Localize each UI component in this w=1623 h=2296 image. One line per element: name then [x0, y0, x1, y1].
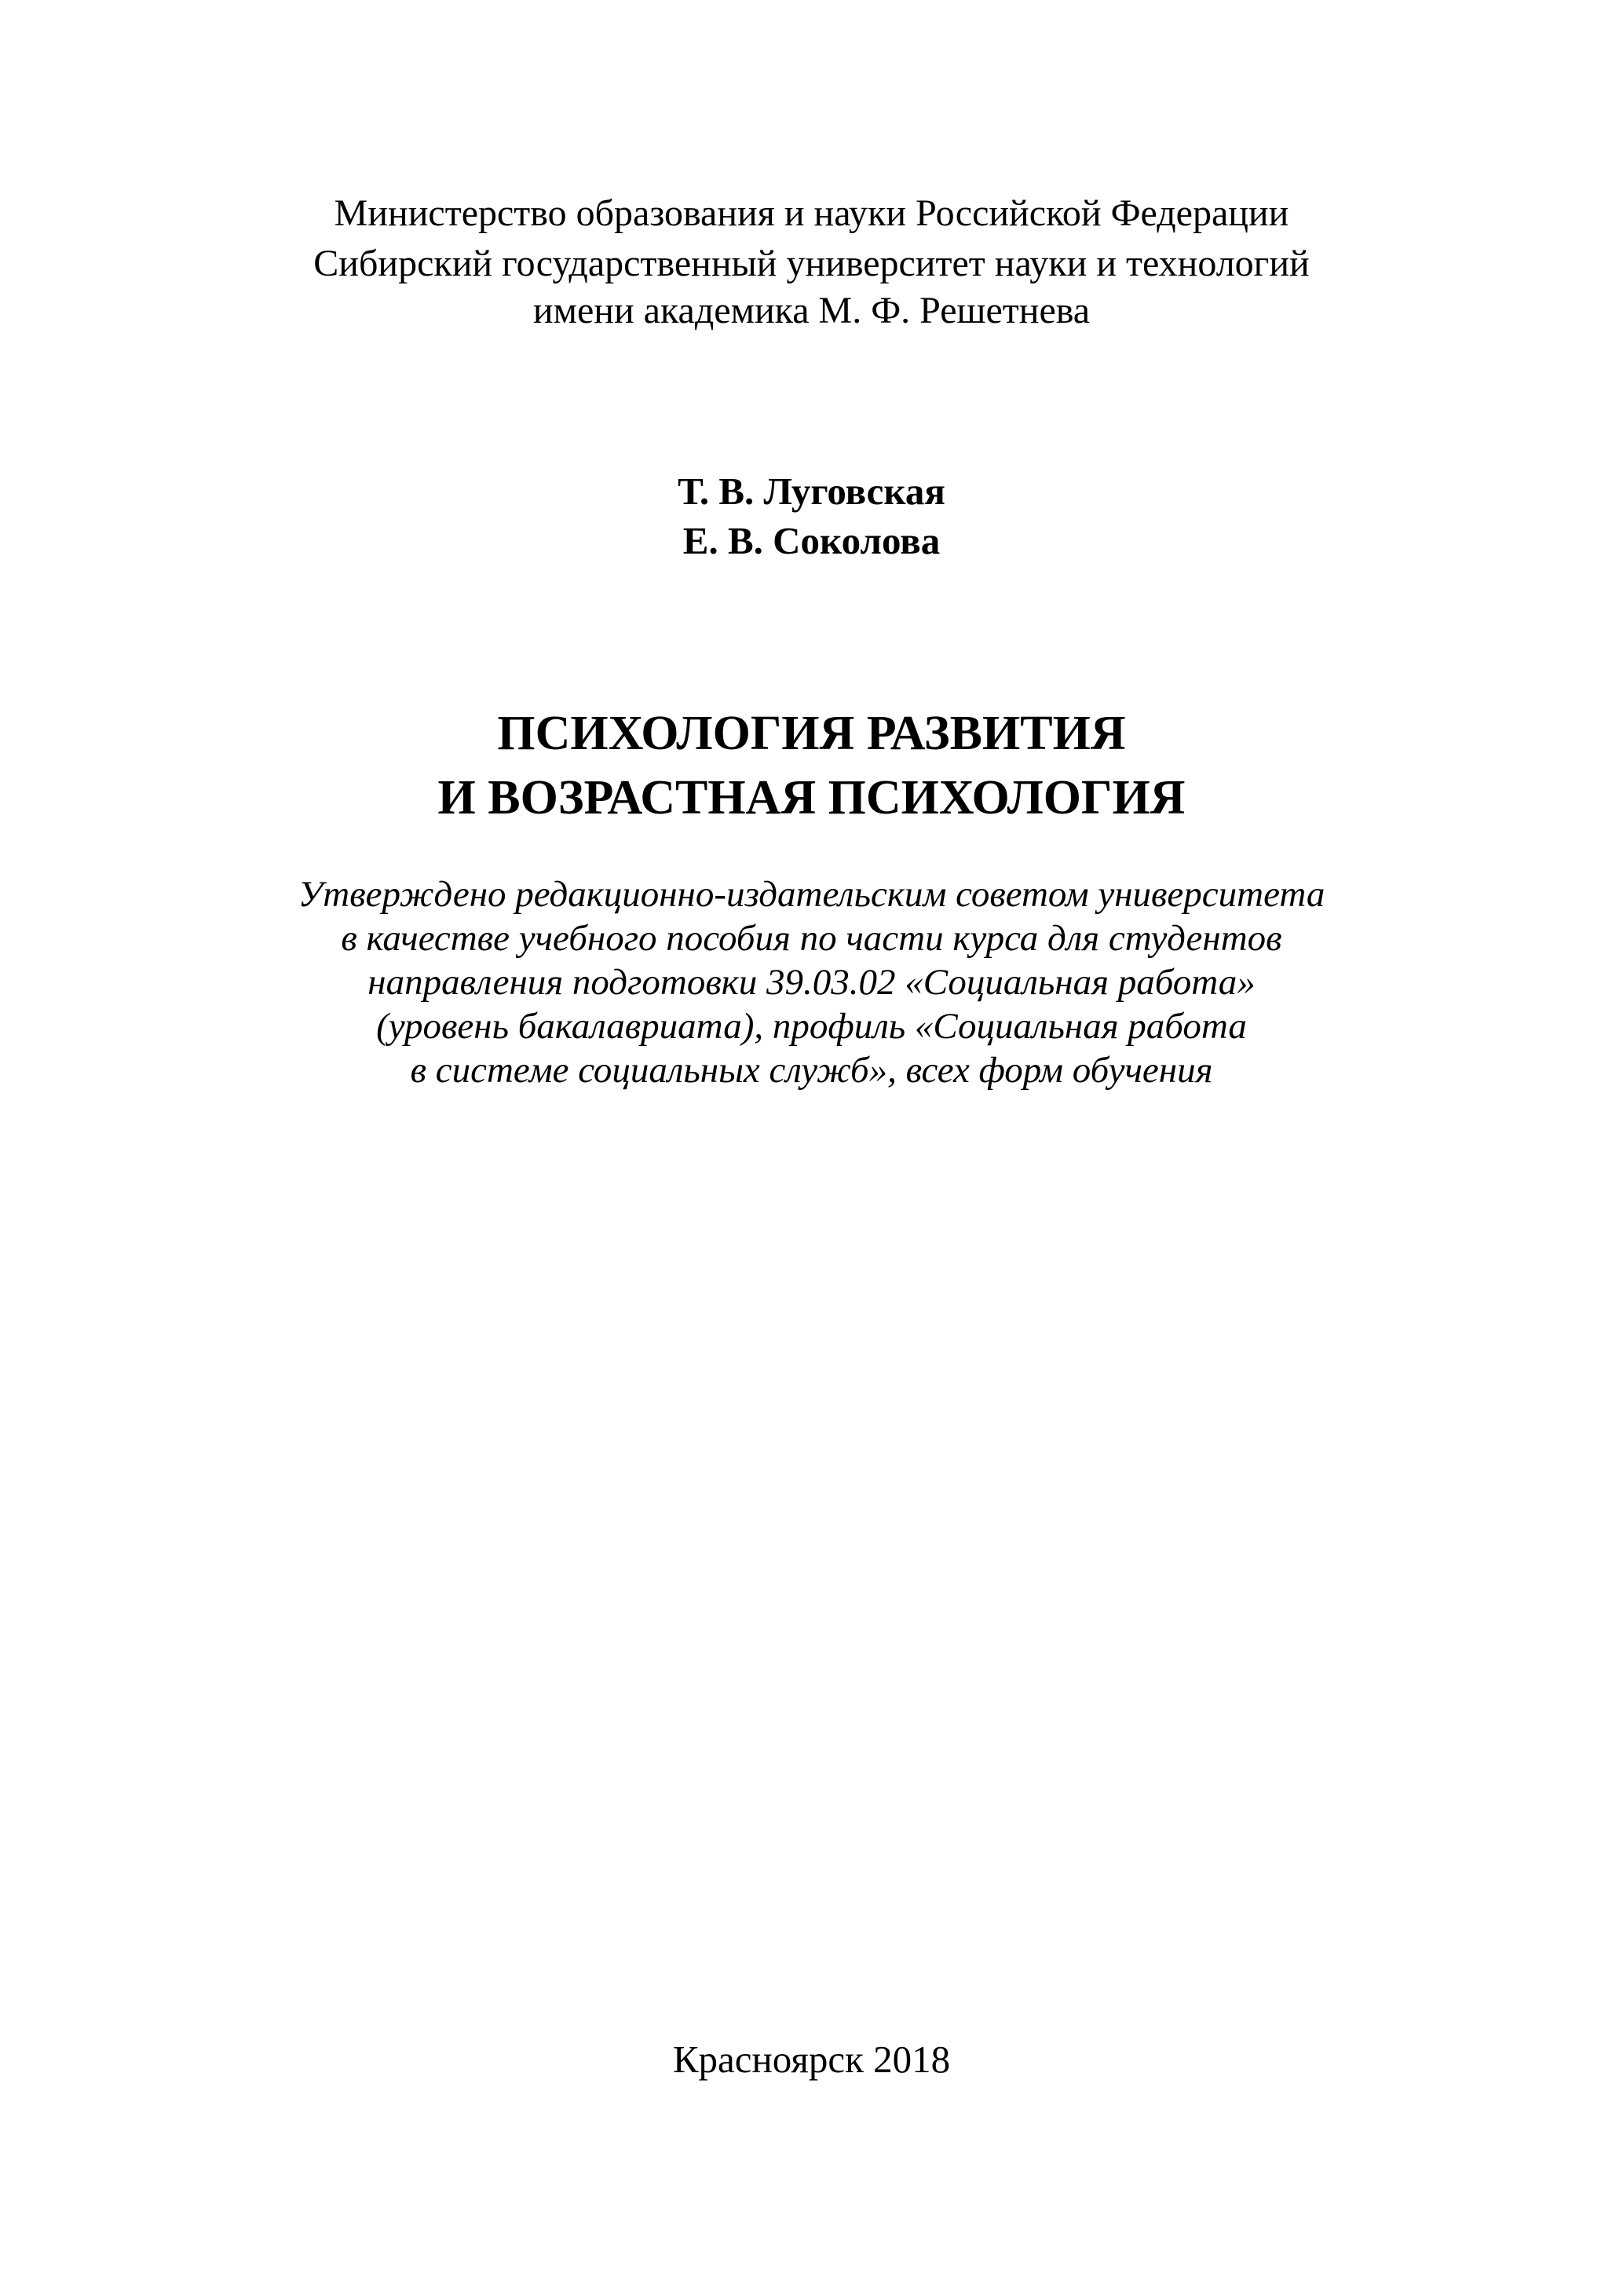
book-title-line-2: И ВОЗРАСТНАЯ ПСИХОЛОГИЯ: [437, 771, 1186, 824]
author-sokolova: Е. В. Соколова: [682, 519, 941, 562]
institution-line-named-after: имени академика М. Ф. Решетнева: [532, 290, 1091, 331]
approval-line-3: направления подготовки 39.03.02 «Социальная работа»: [367, 962, 1256, 1003]
institution-line-university: Сибирский государственный университет науки и технологий: [313, 243, 1310, 284]
approval-line-4: (уровень бакалавриата), профиль «Социальная работа: [376, 1006, 1247, 1047]
approval-line-2: в качестве учебного пособия по части курса для студентов: [341, 918, 1282, 959]
book-title-line-1: ПСИХОЛОГИЯ РАЗВИТИЯ: [497, 707, 1126, 760]
city-year: Красноярск 2018: [672, 2038, 951, 2081]
approval-line-1: Утверждено редакционно-издательским советом университета: [298, 874, 1325, 915]
institution-line-ministry: Министерство образования и науки Российской Федерации: [334, 192, 1289, 234]
approval-line-5: в системе социальных служб», всех форм обучения: [410, 1050, 1213, 1091]
author-lugovskaya: Т. В. Луговская: [678, 470, 945, 513]
